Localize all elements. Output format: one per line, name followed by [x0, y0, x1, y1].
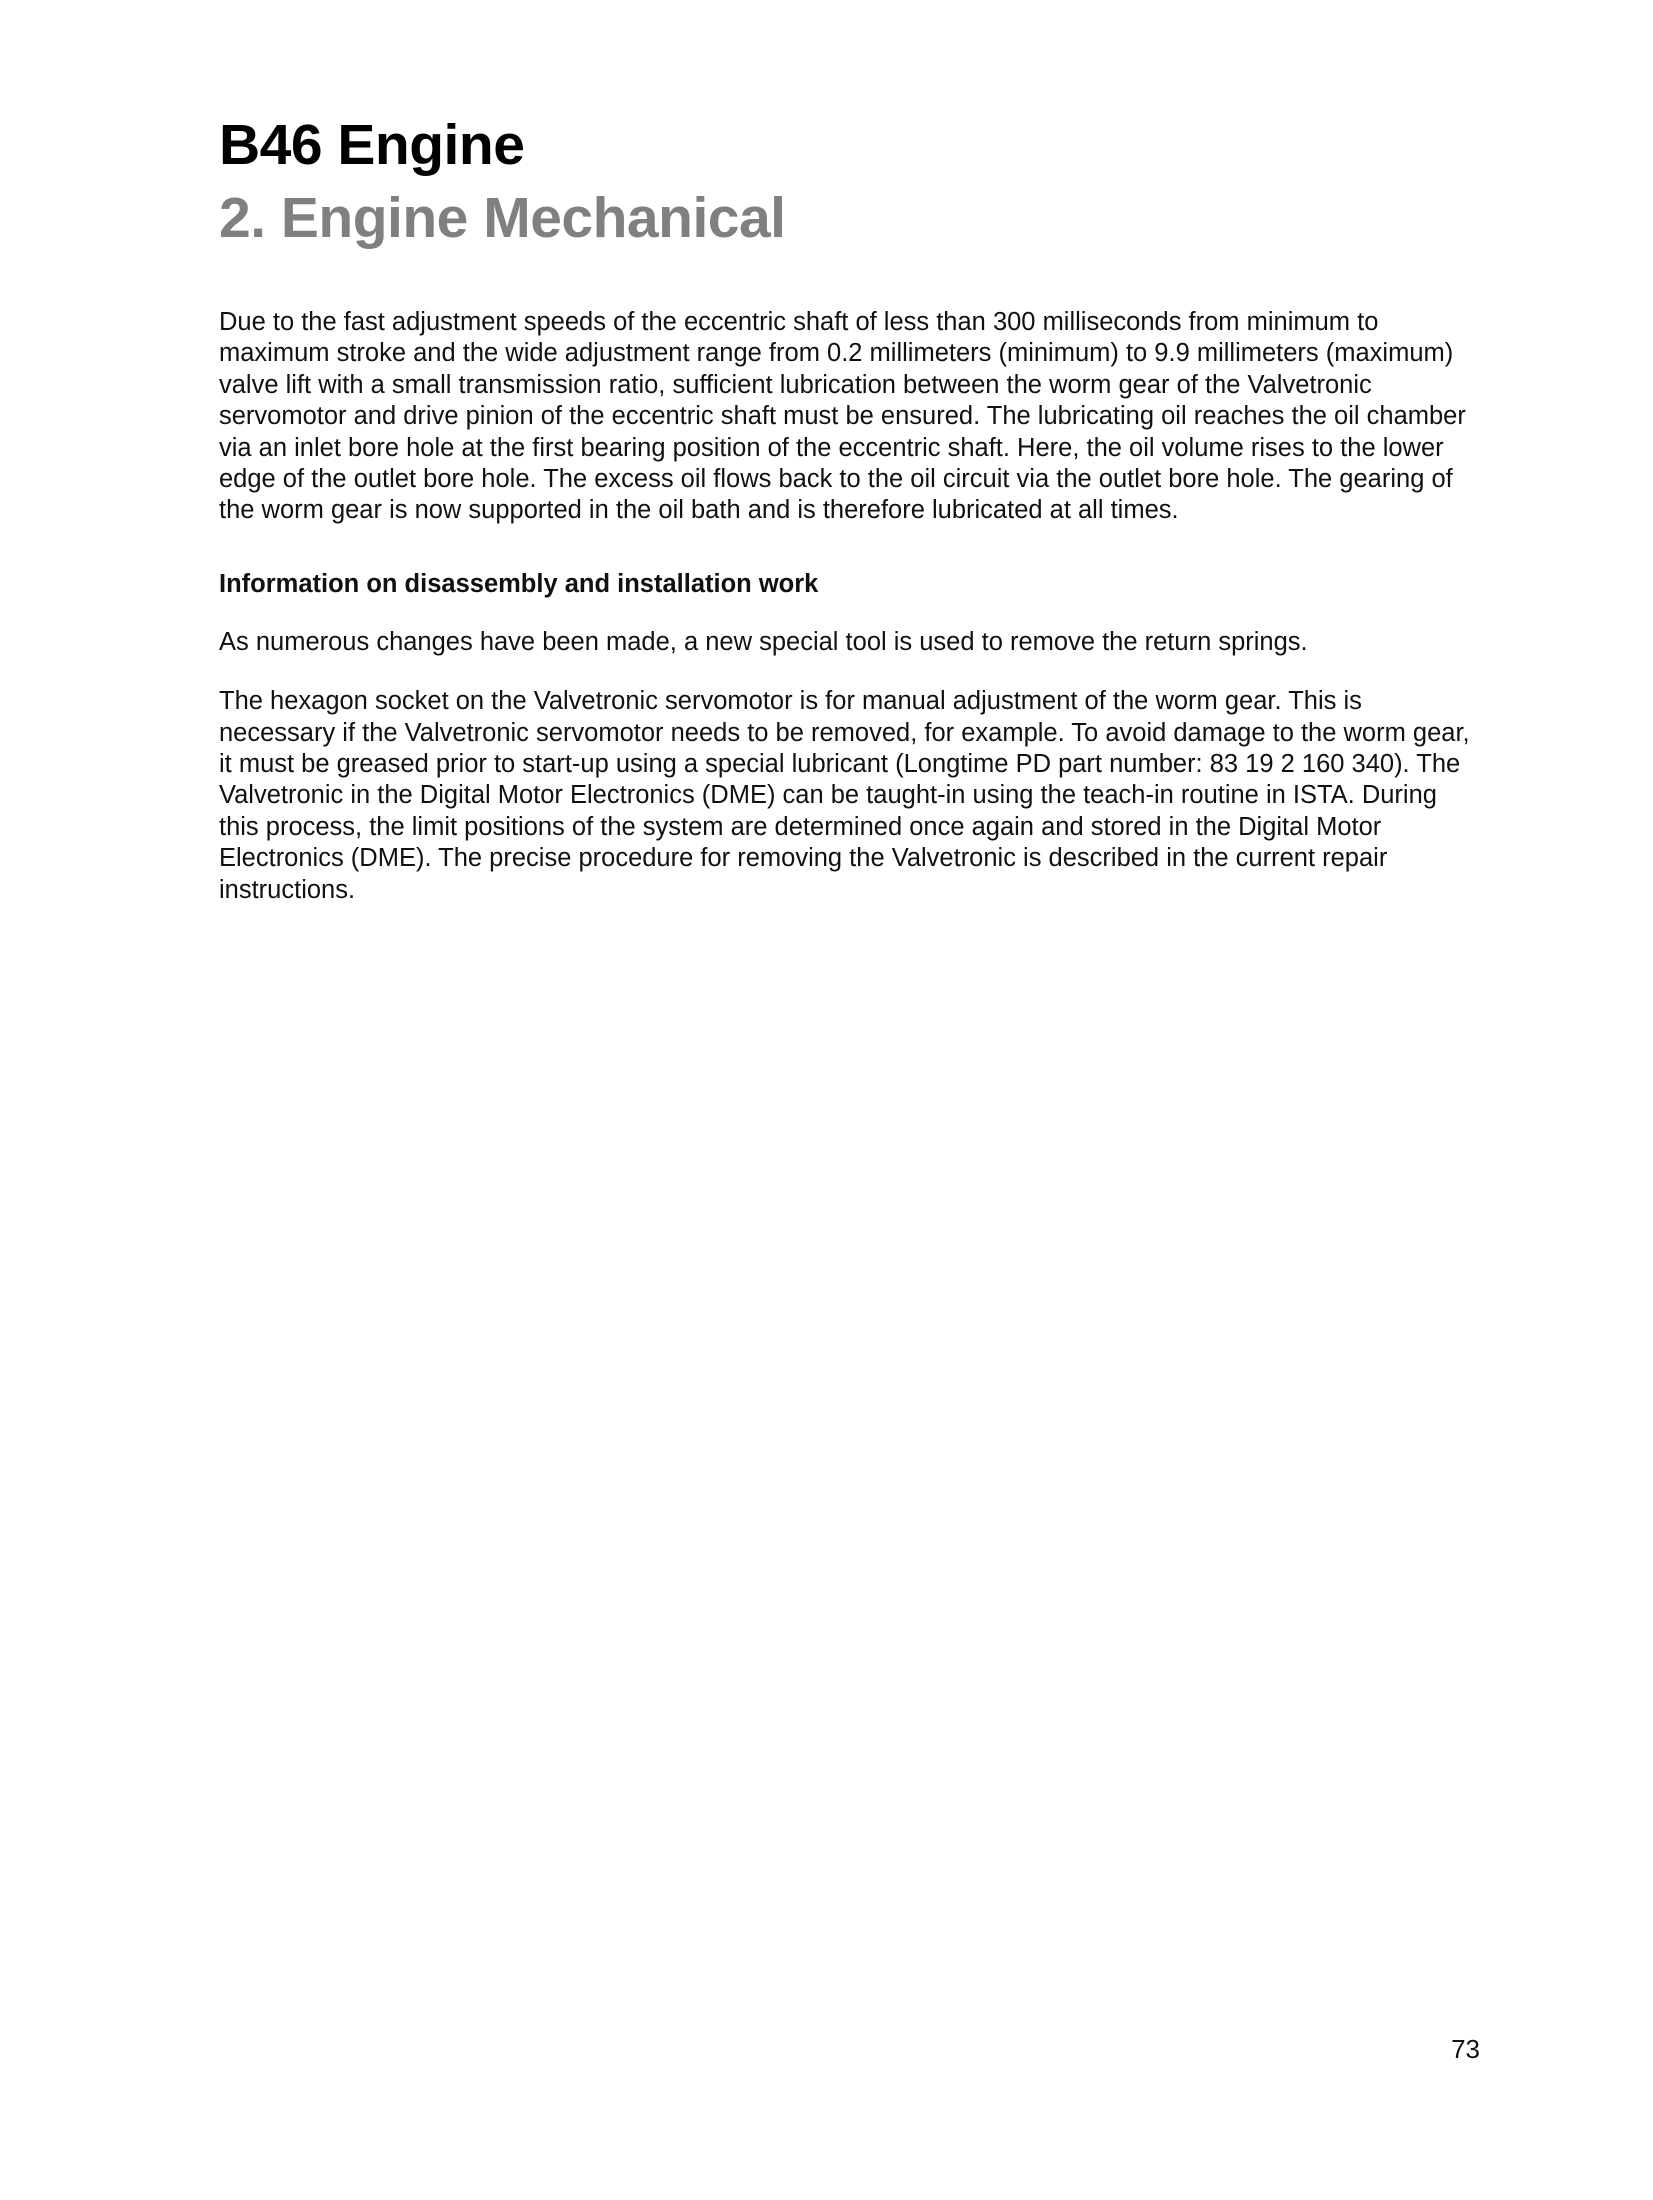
body-paragraph-special-tool: As numerous changes have been made, a new special tool is used to remove the return springs. — [219, 627, 1308, 656]
section-heading: Information on disassembly and installation work — [219, 569, 819, 598]
body-paragraph-hexagon-socket: The hexagon socket on the Valvetronic servomotor is for manual adjustment of the worm gear. This is necessary if the Valvetronic servomotor needs to be removed, for example. To avoid damage to the worm gear, it must be greased prior to start-up using a special lubricant (Longtime PD part number: 83 19 2 160 340). The Valvetronic in the Digital Motor Electronics (DME) can be taught-in using the teach-in routine in ISTA. During this process, the limit positions of the system are determined once again and stored in the Digital Motor Electronics (DME). The precise procedure for removing the Valvetronic is described in the current repair instructions. — [219, 687, 1470, 904]
document-title: B46 Engine — [219, 113, 525, 177]
page-content — [219, 110, 1479, 906]
page-number: 73 — [1451, 2034, 1480, 2064]
body-paragraph-lubrication: Due to the fast adjustment speeds of the eccentric shaft of less than 300 milliseconds from minimum to maximum stroke and the wide adjustment range from 0.2 millimeters (minimum) to 9.9 millimeters (maximum) valve lift with a small transmission ratio, sufficient lubrication between the worm gear of the Valvetronic servomotor and drive pinion of the eccentric shaft must be ensured. The lubricating oil reaches the oil chamber via an inlet bore hole at the first bearing position of the eccentric shaft. Here, the oil volume rises to the lower edge of the outlet bore hole. The excess oil flows back to the oil circuit via the outlet bore hole. The gearing of the worm gear is now supported in the oil bath and is therefore lubricated at all times. — [219, 308, 1466, 525]
chapter-subtitle: 2. Engine Mechanical — [219, 186, 786, 250]
